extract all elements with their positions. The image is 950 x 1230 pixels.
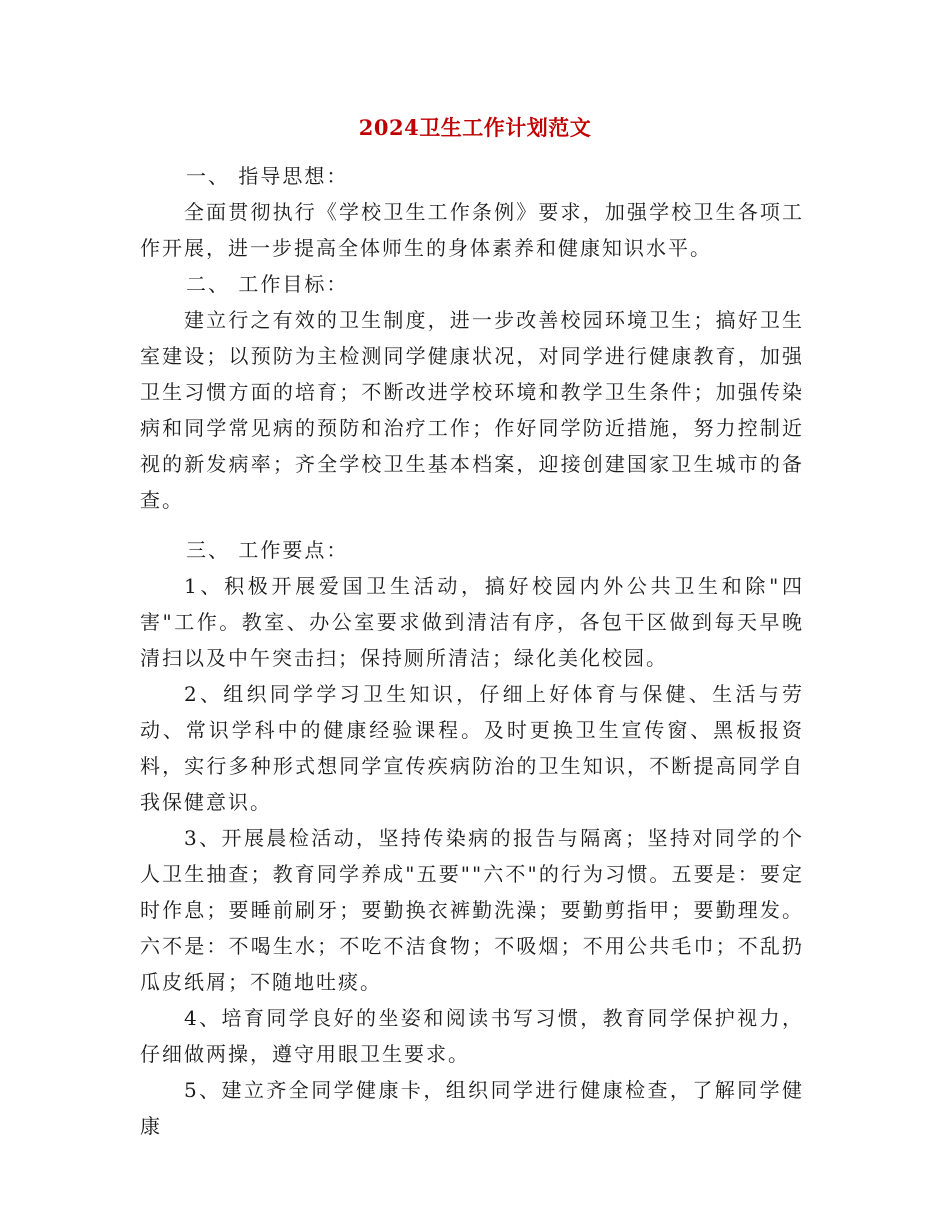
paragraph-work-point-4: 4、培育同学良好的坐姿和阅读书写习惯，教育同学保护视力，仔细做两操，遵守用眼卫生要求。	[140, 1006, 804, 1066]
paragraph-work-point-5: 5、建立齐全同学健康卡，组织同学进行健康检查，了解同学健康	[140, 1078, 804, 1138]
section-heading-guiding-ideology: 一、 指导思想：	[186, 164, 349, 188]
section-heading-work-goals: 二、 工作目标：	[186, 272, 349, 296]
paragraph-work-point-3: 3、开展晨检活动，坚持传染病的报告与隔离；坚持对同学的个人卫生抽查；教育同学养成"五要""六不"的行为习惯。五要是：要定时作息；要睡前刷牙；要勤换衣裤勤洗澡；要勤剪指甲；要勤理发。六不是：不喝生水；不吃不洁食物；不吸烟；不用公共毛巾；不乱扔瓜皮纸屑；不随地吐痰。	[140, 826, 804, 994]
section-heading-work-points: 三、 工作要点：	[186, 538, 349, 562]
paragraph-guiding-ideology: 全面贯彻执行《学校卫生工作条例》要求，加强学校卫生各项工作开展，进一步提高全体师生的身体素养和健康知识水平。	[140, 200, 804, 260]
section-spacer	[140, 518, 804, 532]
document-body	[140, 158, 804, 1144]
paragraph-work-point-2: 2、组织同学学习卫生知识，仔细上好体育与保健、生活与劳动、常识学科中的健康经验课程。及时更换卫生宣传窗、黑板报资料，实行多种形式想同学宣传疾病防治的卫生知识，不断提高同学自我保健意识。	[140, 682, 804, 814]
paragraph-work-point-1: 1、积极开展爱国卫生活动，搞好校园内外公共卫生和除"四害"工作。教室、办公室要求做到清洁有序，各包干区做到每天早晚清扫以及中午突击扫；保持厕所清洁；绿化美化校园。	[140, 574, 804, 670]
document-title: 2024卫生工作计划范文	[358, 115, 592, 140]
paragraph-work-goals: 建立行之有效的卫生制度，进一步改善校园环境卫生；搞好卫生室建设；以预防为主检测同学健康状况，对同学进行健康教育，加强卫生习惯方面的培育；不断改进学校环境和教学卫生条件；加强传染病和同学常见病的预防和治疗工作；作好同学防近措施，努力控制近视的新发病率；齐全学校卫生基本档案，迎接创建国家卫生城市的备查。	[140, 308, 804, 512]
